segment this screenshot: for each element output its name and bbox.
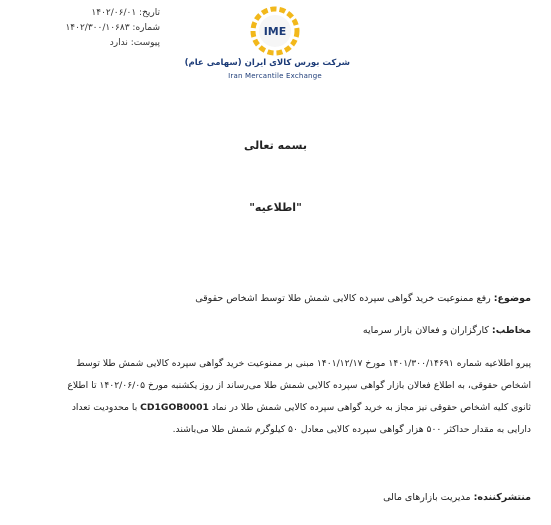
body-line-2: اشخاص حقوقی، به اطلاع فعالان بازار گواهی سپرده کالایی شمش طلا می‌رساند از روز یکشنبه مورخ ۱۴۰۲/۰۶/۰۵ تا اطلاع bbox=[67, 380, 531, 391]
document-meta bbox=[10, 6, 160, 51]
publisher-label: منتشرکننده: bbox=[473, 492, 531, 503]
meta-attachment-label: پیوست: bbox=[130, 38, 160, 48]
body-line-3-start: ثانوی کلیه اشخاص حقوقی نیز مجاز به خرید گواهی سپرده کالایی شمش طلا در نماد bbox=[211, 402, 531, 413]
subject-label: موضوع: bbox=[493, 293, 531, 304]
meta-date-value: ۱۴۰۲/۰۶/۰۱ bbox=[91, 8, 137, 18]
body-line-4: دارایی به مقدار حداکثر ۵۰۰ هزار گواهی سپرده کالایی معادل ۵۰ کیلوگرم شمش طلا می‌باشند. bbox=[172, 424, 531, 435]
meta-date-label: تاریخ: bbox=[139, 8, 160, 18]
subject-line bbox=[11, 293, 531, 304]
meta-number bbox=[10, 21, 160, 36]
logo-name-en: Iran Mercantile Exchange bbox=[228, 72, 322, 80]
meta-number-label: شماره: bbox=[132, 23, 160, 33]
subject-text: رفع ممنوعیت خرید گواهی سپرده کالایی شمش طلا توسط اشخاص حقوقی bbox=[195, 293, 491, 304]
body-line-3 bbox=[16, 397, 531, 419]
meta-number-value: ۱۴۰۲/۳۰۰/۱۰۶۸۳ bbox=[65, 23, 130, 33]
meta-attachment-value: ندارد bbox=[109, 38, 128, 48]
addressee-text: کارگزاران و فعالان بازار سرمایه bbox=[362, 325, 489, 336]
logo-name-fa: شرکت بورس کالای ایران (سهامی عام) bbox=[184, 58, 350, 68]
body-line-1: پیرو اطلاعیه شماره ۱۴۰۱/۳۰۰/۱۴۶۹۱ مورخ ۱۴۰۱/۱۲/۱۷ مبنی بر ممنوعیت خرید گواهی سپرده کالایی شمش طلا توسط bbox=[76, 358, 531, 369]
publisher-text: مدیریت بازارهای مالی bbox=[383, 492, 471, 503]
addressee-line bbox=[11, 325, 531, 336]
body-line-3-end: با محدودیت تعداد bbox=[71, 402, 138, 413]
announcement-title: "اطلاعیه" bbox=[249, 201, 302, 214]
publisher-line bbox=[11, 492, 531, 503]
meta-attachment bbox=[10, 36, 160, 51]
ime-logo-icon bbox=[242, 6, 308, 56]
logo-mark: IME bbox=[263, 25, 287, 38]
meta-date bbox=[10, 6, 160, 21]
company-logo bbox=[184, 6, 350, 86]
announcement-body bbox=[16, 353, 531, 441]
instrument-code: CD1GOB0001 bbox=[140, 402, 209, 413]
addressee-label: مخاطب: bbox=[491, 325, 531, 336]
invocation-title: بسمه تعالی bbox=[244, 139, 307, 152]
